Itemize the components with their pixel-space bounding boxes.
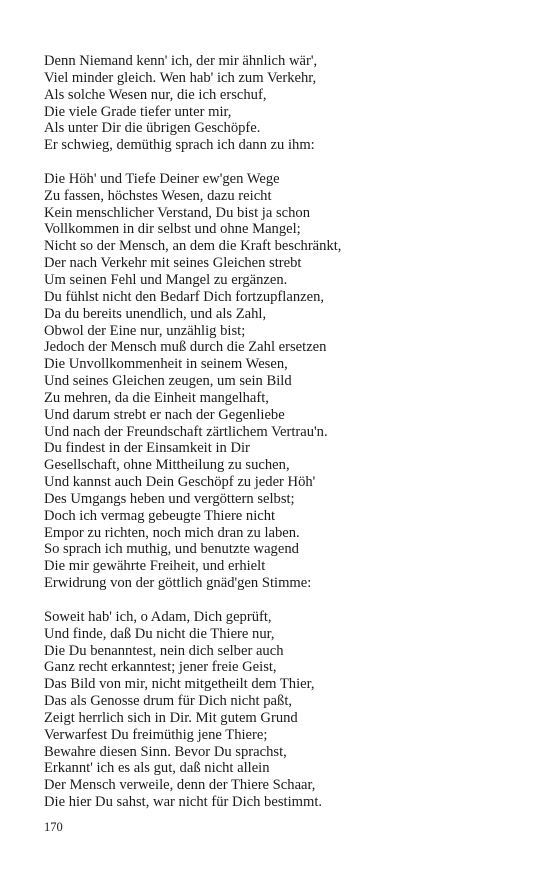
verse-line: Erwidrung von der göttlich gnäd'gen Stimme: <box>44 575 312 592</box>
verse-line: Zeigt herrlich sich in Dir. Mit gutem Grund <box>44 709 298 726</box>
verse-line: Du fühlst nicht den Bedarf Dich fortzupflanzen, <box>44 288 325 305</box>
verse-line: Der nach Verkehr mit seines Gleichen strebt <box>44 255 302 272</box>
verse-line: Und finde, daß Du nicht die Thiere nur, <box>44 625 275 642</box>
verse-line: Da du bereits unendlich, und als Zahl, <box>44 305 267 322</box>
verse-line: Und kannst auch Dein Geschöpf zu jeder Höh' <box>44 474 316 491</box>
verse-line: Und darum strebt er nach der Gegenliebe <box>44 406 285 423</box>
verse-line: Empor zu richten, noch mich dran zu laben. <box>44 524 300 541</box>
verse-line: Erkannt' ich es als gut, daß nicht allein <box>44 760 270 777</box>
verse-line: Um seinen Fehl und Mangel zu ergänzen. <box>44 271 288 288</box>
verse-line: Und seines Gleichen zeugen, um sein Bild <box>44 373 292 390</box>
verse-line: Doch ich vermag gebeugte Thiere nicht <box>44 507 276 524</box>
verse-line: Der Mensch verweile, denn der Thiere Schaar, <box>44 777 316 794</box>
verse-line: Zu fassen, höchstes Wesen, dazu reicht <box>44 187 272 204</box>
verse-line: Die hier Du sahst, war nicht für Dich bestimmt. <box>44 794 323 811</box>
verse-line: Soweit hab' ich, o Adam, Dich geprüft, <box>44 608 272 625</box>
verse-line: Das als Genosse drum für Dich nicht paßt, <box>44 693 293 710</box>
verse-line: Zu mehren, da die Einheit mangelhaft, <box>44 389 269 406</box>
verse-line: Des Umgangs heben und vergöttern selbst; <box>44 490 295 507</box>
verse-line: Die Unvollkommenheit in seinem Wesen, <box>44 356 288 373</box>
verse-line: Jedoch der Mensch muß durch die Zahl ersetzen <box>44 339 327 356</box>
verse-line: Gesellschaft, ohne Mittheilung zu suchen, <box>44 457 290 474</box>
verse-line: Verwarfest Du freimüthig jene Thiere; <box>44 726 268 743</box>
stanza <box>44 609 524 811</box>
verse-line: So sprach ich muthig, und benutzte wagend <box>44 541 299 558</box>
verse-line: Er schwieg, demüthig sprach ich dann zu ihm: <box>44 137 315 154</box>
stanza <box>44 53 524 154</box>
verse-line: Kein menschlicher Verstand, Du bist ja schon <box>44 204 311 221</box>
verse-line: Als unter Dir die übrigen Geschöpfe. <box>44 120 261 137</box>
verse-line: Vollkommen in dir selbst und ohne Mangel; <box>44 221 301 238</box>
verse-line: Ganz recht erkanntest; jener freie Geist, <box>44 659 277 676</box>
verse-line: Nicht so der Mensch, an dem die Kraft beschränkt, <box>44 238 342 255</box>
verse-line: Als solche Wesen nur, die ich erschuf, <box>44 86 267 103</box>
poem-text <box>44 53 524 811</box>
page-number: 170 <box>44 820 63 834</box>
verse-line: Das Bild von mir, nicht mitgetheilt dem Thier, <box>44 676 315 693</box>
verse-line: Viel minder gleich. Wen hab' ich zum Verkehr, <box>44 69 317 86</box>
verse-line: Die Du benanntest, nein dich selber auch <box>44 642 284 659</box>
verse-line: Obwol der Eine nur, unzählig bist; <box>44 322 246 339</box>
verse-line: Die viele Grade tiefer unter mir, <box>44 103 232 120</box>
verse-line: Die mir gewährte Freiheit, und erhielt <box>44 558 266 575</box>
verse-line: Denn Niemand kenn' ich, der mir ähnlich wär', <box>44 53 318 69</box>
stanza <box>44 171 524 592</box>
verse-line: Und nach der Freundschaft zärtlichem Vertrau'n. <box>44 423 328 440</box>
verse-line: Bewahre diesen Sinn. Bevor Du sprachst, <box>44 743 287 760</box>
verse-line: Du findest in der Einsamkeit in Dir <box>44 440 250 457</box>
verse-line: Die Höh' und Tiefe Deiner ew'gen Wege <box>44 170 280 187</box>
